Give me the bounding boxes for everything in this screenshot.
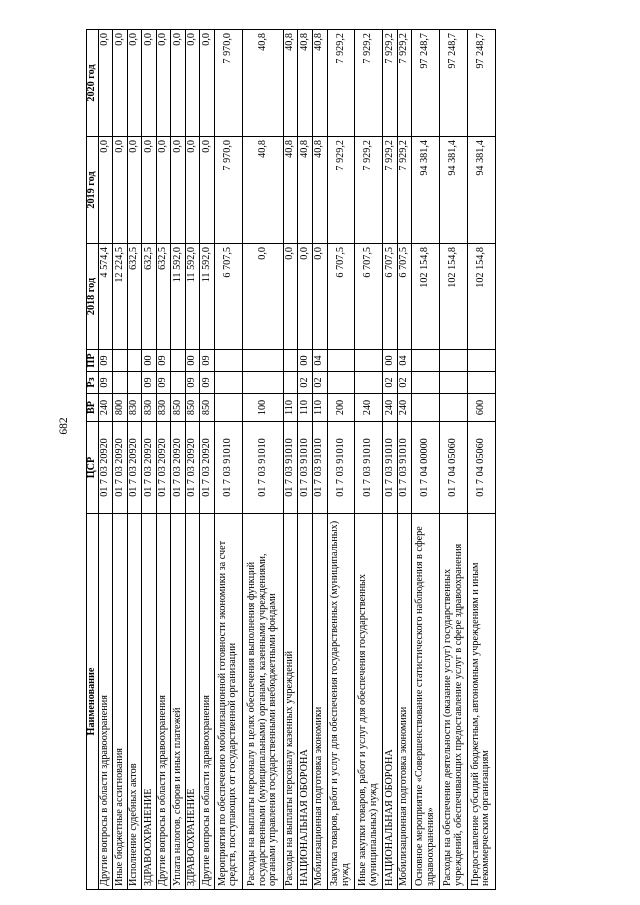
cell-y2019: 40,8 (313, 137, 328, 244)
cell-y2020: 40,8 (313, 30, 328, 137)
cell-y2018: 0,0 (313, 244, 328, 350)
cell-csr: 01 7 03 91010 (214, 422, 242, 514)
cell-rz: 02 (298, 372, 313, 394)
header-rz: Рз (87, 372, 99, 394)
cell-y2019: 7 929,2 (355, 137, 383, 244)
cell-pr (355, 350, 383, 372)
cell-rz: 09 (98, 372, 113, 394)
cell-rz (127, 372, 142, 394)
table-row (113, 30, 128, 890)
cell-y2019: 0,0 (142, 137, 157, 244)
cell-csr: 01 7 03 20920 (98, 422, 113, 514)
cell-y2019: 0,0 (113, 137, 128, 244)
header-pr: ПР (87, 350, 99, 372)
cell-y2020: 0,0 (142, 30, 157, 137)
cell-rz: 02 (313, 372, 328, 394)
cell-rz (242, 372, 283, 394)
cell-y2020: 97 248,7 (440, 30, 468, 137)
cell-y2019: 0,0 (98, 137, 113, 244)
cell-vr: 830 (127, 394, 142, 422)
cell-y2018: 102 154,8 (440, 244, 468, 350)
table-row (185, 30, 200, 890)
table-body (98, 30, 495, 890)
table-row (242, 30, 283, 890)
cell-pr: 09 (98, 350, 113, 372)
table-row (397, 30, 412, 890)
cell-y2020: 97 248,7 (412, 30, 440, 137)
cell-y2020: 0,0 (113, 30, 128, 137)
cell-csr: 01 7 03 91010 (283, 422, 298, 514)
cell-y2019: 40,8 (242, 137, 283, 244)
cell-vr (440, 394, 468, 422)
header-2020: 2020 год (87, 30, 99, 137)
cell-vr: 240 (397, 394, 412, 422)
cell-pr (113, 350, 128, 372)
cell-y2019: 0,0 (200, 137, 215, 244)
cell-y2020: 0,0 (200, 30, 215, 137)
table-row (283, 30, 298, 890)
cell-y2019: 7 970,0 (214, 137, 242, 244)
cell-y2019: 94 381,4 (467, 137, 495, 244)
cell-pr (327, 350, 355, 372)
cell-y2019: 0,0 (171, 137, 186, 244)
cell-y2018: 6 707,5 (397, 244, 412, 350)
cell-vr: 830 (142, 394, 157, 422)
cell-y2020: 40,8 (242, 30, 283, 137)
cell-pr: 00 (142, 350, 157, 372)
cell-pr (467, 350, 495, 372)
cell-name: Иные бюджетные ассигнования (113, 514, 128, 890)
cell-rz: 02 (397, 372, 412, 394)
cell-rz (113, 372, 128, 394)
cell-csr: 01 7 03 91010 (298, 422, 313, 514)
cell-y2018: 6 707,5 (327, 244, 355, 350)
table-row (440, 30, 468, 890)
cell-vr (214, 394, 242, 422)
cell-y2018: 6 707,5 (355, 244, 383, 350)
cell-name: Другие вопросы в области здравоохранения (200, 514, 215, 890)
cell-vr: 240 (355, 394, 383, 422)
cell-rz (214, 372, 242, 394)
cell-name: НАЦИОНАЛЬНАЯ ОБОРОНА (298, 514, 313, 890)
cell-y2018: 102 154,8 (412, 244, 440, 350)
table-row (383, 30, 398, 890)
cell-y2020: 0,0 (171, 30, 186, 137)
header-2018: 2018 год (87, 244, 99, 350)
cell-name: ЗДРАВООХРАНЕНИЕ (185, 514, 200, 890)
cell-csr: 01 7 03 91010 (327, 422, 355, 514)
cell-rz (440, 372, 468, 394)
cell-y2019: 0,0 (156, 137, 171, 244)
cell-name: Другие вопросы в области здравоохранения (156, 514, 171, 890)
cell-y2018: 11 592,0 (200, 244, 215, 350)
cell-rz: 09 (156, 372, 171, 394)
cell-csr: 01 7 03 20920 (200, 422, 215, 514)
cell-vr: 110 (283, 394, 298, 422)
cell-pr (440, 350, 468, 372)
table-row (313, 30, 328, 890)
table-row (156, 30, 171, 890)
cell-y2020: 7 970,0 (214, 30, 242, 137)
cell-pr (283, 350, 298, 372)
cell-pr: 09 (200, 350, 215, 372)
cell-vr: 200 (327, 394, 355, 422)
table-row (412, 30, 440, 890)
cell-y2020: 0,0 (156, 30, 171, 137)
cell-csr: 01 7 03 20920 (171, 422, 186, 514)
cell-name: Уплата налогов, сборов и иных платежей (171, 514, 186, 890)
table-header-row (87, 30, 99, 890)
cell-vr: 850 (185, 394, 200, 422)
cell-rz: 09 (185, 372, 200, 394)
cell-rz (283, 372, 298, 394)
cell-pr: 00 (383, 350, 398, 372)
cell-rz (171, 372, 186, 394)
header-vr: ВР (87, 394, 99, 422)
cell-pr (171, 350, 186, 372)
cell-rz: 09 (200, 372, 215, 394)
cell-csr: 01 7 04 00000 (412, 422, 440, 514)
cell-y2020: 97 248,7 (467, 30, 495, 137)
cell-name: Закупка товаров, работ и услуг для обеспечения государственных (муниципальных) нужд (327, 514, 355, 890)
header-name: Наименование (87, 514, 99, 890)
cell-csr: 01 7 03 91010 (313, 422, 328, 514)
cell-y2019: 7 929,2 (327, 137, 355, 244)
cell-name: Предоставление субсидий бюджетным, автономным учреждениям и иным некоммерческим организациям (467, 514, 495, 890)
cell-y2020: 0,0 (98, 30, 113, 137)
cell-vr: 100 (242, 394, 283, 422)
cell-y2020: 7 929,2 (327, 30, 355, 137)
cell-vr: 830 (156, 394, 171, 422)
header-csr: ЦСР (87, 422, 99, 514)
cell-pr: 00 (298, 350, 313, 372)
cell-y2020: 7 929,2 (397, 30, 412, 137)
cell-csr: 01 7 04 05060 (467, 422, 495, 514)
cell-y2019: 7 929,2 (397, 137, 412, 244)
cell-vr (412, 394, 440, 422)
cell-y2018: 12 224,5 (113, 244, 128, 350)
cell-csr: 01 7 03 20920 (142, 422, 157, 514)
cell-name: Иные закупки товаров, работ и услуг для обеспечения государственных (муниципальных) нужд (355, 514, 383, 890)
page-number: 682 (58, 417, 70, 435)
cell-y2019: 40,8 (298, 137, 313, 244)
table-row (171, 30, 186, 890)
table-row (355, 30, 383, 890)
budget-table (86, 29, 496, 890)
cell-name: Мероприятия по обеспечению мобилизационной готовности экономики за счет средств, поступающих от государственной организации (214, 514, 242, 890)
cell-name: Мобилизационная подготовка экономики (397, 514, 412, 890)
cell-y2019: 7 929,2 (383, 137, 398, 244)
cell-csr: 01 7 03 91010 (383, 422, 398, 514)
cell-pr: 00 (185, 350, 200, 372)
cell-y2018: 0,0 (283, 244, 298, 350)
cell-name: НАЦИОНАЛЬНАЯ ОБОРОНА (383, 514, 398, 890)
table-row (98, 30, 113, 890)
cell-y2018: 632,5 (142, 244, 157, 350)
cell-vr: 110 (298, 394, 313, 422)
cell-csr: 01 7 03 20920 (156, 422, 171, 514)
cell-pr (412, 350, 440, 372)
cell-csr: 01 7 03 20920 (185, 422, 200, 514)
cell-name: Основное мероприятие «Совершенствование статистического наблюдения в сфере здравоохранения» (412, 514, 440, 890)
cell-vr: 240 (383, 394, 398, 422)
table-row (142, 30, 157, 890)
cell-name: Расходы на обеспечение деятельности (оказание услуг) государственных учреждений, обеспечивающих предоставление услуг в сфере здравоохранения (440, 514, 468, 890)
table-row (467, 30, 495, 890)
cell-y2019: 0,0 (185, 137, 200, 244)
cell-y2018: 632,5 (156, 244, 171, 350)
cell-pr (127, 350, 142, 372)
cell-rz (327, 372, 355, 394)
rotated-table-container (86, 33, 640, 890)
cell-name: ЗДРАВООХРАНЕНИЕ (142, 514, 157, 890)
table-row (200, 30, 215, 890)
cell-y2018: 632,5 (127, 244, 142, 350)
cell-rz (467, 372, 495, 394)
cell-name: Исполнение судебных актов (127, 514, 142, 890)
cell-pr (214, 350, 242, 372)
cell-csr: 01 7 03 91010 (397, 422, 412, 514)
cell-y2020: 0,0 (185, 30, 200, 137)
cell-csr: 01 7 03 91010 (355, 422, 383, 514)
cell-vr: 600 (467, 394, 495, 422)
cell-y2020: 40,8 (283, 30, 298, 137)
cell-y2019: 40,8 (283, 137, 298, 244)
cell-y2018: 6 707,5 (383, 244, 398, 350)
cell-y2020: 7 929,2 (383, 30, 398, 137)
table-row (327, 30, 355, 890)
cell-y2020: 0,0 (127, 30, 142, 137)
cell-name: Расходы на выплаты персоналу казенных учреждений (283, 514, 298, 890)
cell-y2018: 11 592,0 (185, 244, 200, 350)
cell-name: Расходы на выплаты персоналу в целях обеспечения выполнения функций государственными (муниципальными) органами, казенными учреждениями, органами управления государственными внебюджетными фондами (242, 514, 283, 890)
cell-name: Другие вопросы в области здравоохранения (98, 514, 113, 890)
cell-y2020: 40,8 (298, 30, 313, 137)
cell-rz (412, 372, 440, 394)
cell-vr: 850 (171, 394, 186, 422)
table-row (127, 30, 142, 890)
cell-vr: 240 (98, 394, 113, 422)
cell-rz (355, 372, 383, 394)
cell-pr: 04 (313, 350, 328, 372)
cell-vr: 850 (200, 394, 215, 422)
cell-csr: 01 7 03 20920 (127, 422, 142, 514)
cell-pr: 09 (156, 350, 171, 372)
cell-y2020: 7 929,2 (355, 30, 383, 137)
cell-y2018: 11 592,0 (171, 244, 186, 350)
cell-y2019: 94 381,4 (412, 137, 440, 244)
cell-vr: 800 (113, 394, 128, 422)
cell-csr: 01 7 03 20920 (113, 422, 128, 514)
cell-rz: 09 (142, 372, 157, 394)
table-row (298, 30, 313, 890)
cell-y2019: 94 381,4 (440, 137, 468, 244)
cell-y2019: 0,0 (127, 137, 142, 244)
cell-name: Мобилизационная подготовка экономики (313, 514, 328, 890)
header-2019: 2019 год (87, 137, 99, 244)
cell-vr: 110 (313, 394, 328, 422)
cell-rz: 02 (383, 372, 398, 394)
cell-y2018: 4 574,4 (98, 244, 113, 350)
cell-pr (242, 350, 283, 372)
cell-csr: 01 7 04 05060 (440, 422, 468, 514)
cell-y2018: 0,0 (242, 244, 283, 350)
cell-y2018: 0,0 (298, 244, 313, 350)
cell-y2018: 6 707,5 (214, 244, 242, 350)
cell-pr: 04 (397, 350, 412, 372)
table-row (214, 30, 242, 890)
cell-y2018: 102 154,8 (467, 244, 495, 350)
cell-csr: 01 7 03 91010 (242, 422, 283, 514)
